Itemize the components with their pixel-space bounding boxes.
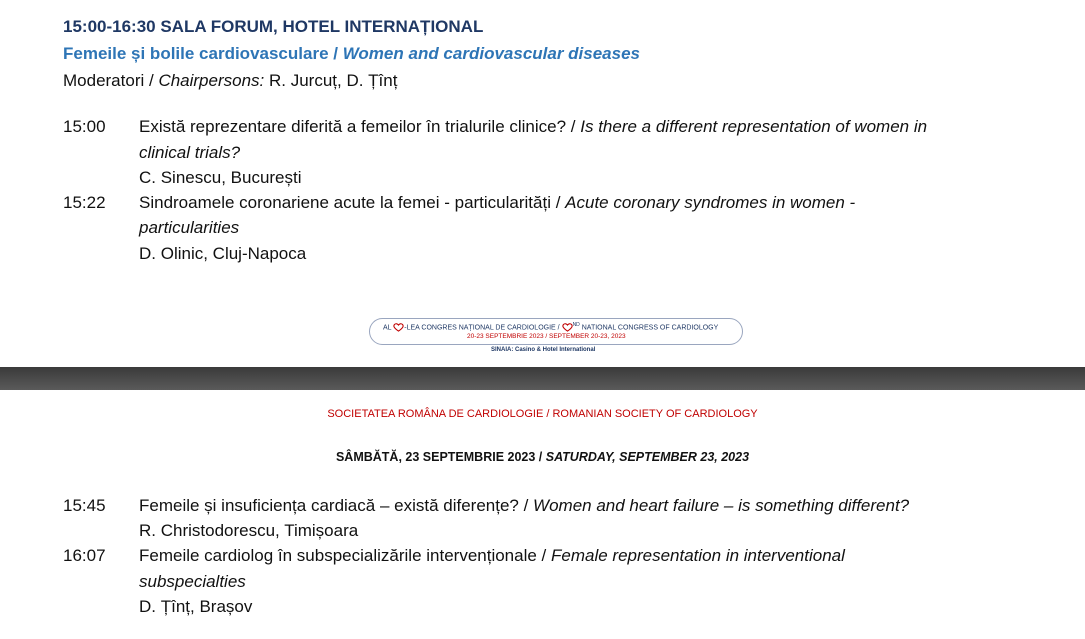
session-topic — [63, 44, 640, 64]
talk-title-line1 — [139, 546, 845, 566]
congress-name-ro: -LEA CONGRES NAȚIONAL DE CARDIOLOGIE / — [404, 324, 560, 332]
page-separator — [0, 367, 1085, 390]
talk-title-line2 — [139, 218, 239, 238]
talk-title-en-cont: particularities — [139, 218, 240, 237]
day-date-en: SATURDAY, SEPTEMBER 23, 2023 — [545, 450, 750, 464]
talk-speaker: R. Christodorescu, Timișoara — [139, 521, 359, 540]
talk-title-en-cont: subspecialties — [139, 572, 246, 591]
talk-title-line1 — [139, 117, 927, 137]
congress-prefix: AL — [383, 324, 392, 332]
moderators-names: R. Jurcuț, D. Țînț — [264, 71, 398, 90]
talk-title-ro: Femeile și insuficiența cardiacă – există diferențe? / — [139, 496, 534, 515]
congress-name — [383, 322, 718, 332]
talk-title-en: Is there a different representation of women in — [580, 117, 928, 136]
talk-speaker: D. Olinic, Cluj-Napoca — [139, 244, 307, 263]
talk-title-ro: Femeile cardiolog în subspecializările intervenționale / — [139, 546, 551, 565]
heart-icon — [562, 323, 573, 332]
talk-time: 15:22 — [63, 193, 106, 212]
session-title: 15:00-16:30 SALA FORUM, HOTEL INTERNAȚIONAL — [63, 17, 484, 36]
moderators-label-en: Chairpersons: — [158, 71, 265, 90]
talk-title-ro: Sindroamele coronariene acute la femei - particularități / — [139, 193, 566, 212]
congress-name-en: NATIONAL CONGRESS OF CARDIOLOGY — [581, 324, 719, 332]
congress-venue: SINAIA: Casino & Hotel International — [491, 347, 596, 353]
moderators-label-ro: Moderatori / — [63, 71, 159, 90]
talk-title-en: Women and heart failure – is something different? — [533, 496, 910, 515]
talk-title-en: Female representation in interventional — [551, 546, 845, 565]
talk-title-line1 — [139, 496, 909, 516]
day-date-ro: SÂMBĂTĂ, 23 SEPTEMBRIE 2023 / — [335, 450, 546, 464]
day-date — [0, 450, 1085, 464]
session-topic-en: Women and cardiovascular diseases — [342, 44, 641, 63]
congress-dates: 20-23 SEPTEMBRIE 2023 / SEPTEMBER 20-23, 2023 — [467, 333, 626, 340]
talk-title-en: Acute coronary syndromes in women - — [565, 193, 856, 212]
congress-ordinal-suffix: ND — [572, 322, 580, 328]
talk-time: 16:07 — [63, 546, 106, 565]
talk-title-line1 — [139, 193, 855, 213]
heart-icon — [393, 323, 404, 332]
talk-title-en-cont: clinical trials? — [139, 143, 241, 162]
talk-time: 15:45 — [63, 496, 106, 515]
society-header: SOCIETATEA ROMÂNA DE CARDIOLOGIE / ROMANIAN SOCIETY OF CARDIOLOGY — [327, 408, 758, 420]
talk-time: 15:00 — [63, 117, 106, 136]
session-topic-ro: Femeile și bolile cardiovasculare / — [63, 44, 343, 63]
talk-title-line2 — [139, 143, 240, 163]
talk-title-line2 — [139, 572, 246, 592]
talk-title-ro: Există reprezentare diferită a femeilor în trialurile clinice? / — [139, 117, 581, 136]
talk-speaker: C. Sinescu, București — [139, 168, 302, 187]
moderators — [63, 71, 397, 91]
talk-speaker: D. Țînț, Brașov — [139, 597, 253, 616]
